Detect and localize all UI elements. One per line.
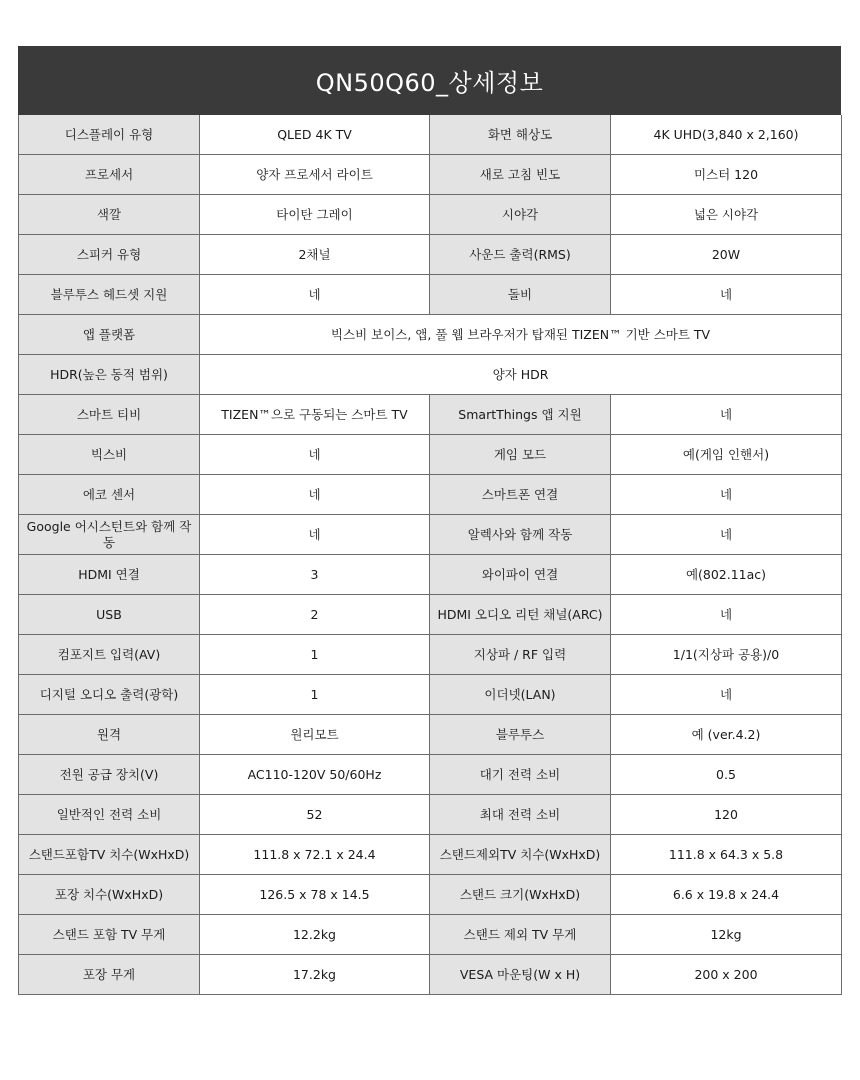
spec-value: 12.2kg — [200, 915, 430, 955]
spec-label: 앱 플랫폼 — [19, 315, 200, 355]
spec-label: 최대 전력 소비 — [430, 795, 611, 835]
spec-row — [19, 915, 842, 955]
spec-label: HDMI 연결 — [19, 555, 200, 595]
spec-label: 이더넷(LAN) — [430, 675, 611, 715]
spec-label: HDR(높은 동적 범위) — [19, 355, 200, 395]
spec-row — [19, 315, 842, 355]
spec-label: 사운드 출력(RMS) — [430, 235, 611, 275]
spec-row — [19, 475, 842, 515]
spec-table — [18, 115, 842, 995]
spec-label: 블루투스 — [430, 715, 611, 755]
spec-label: 스피커 유형 — [19, 235, 200, 275]
spec-row — [19, 675, 842, 715]
spec-row — [19, 275, 842, 315]
spec-value: 예(게임 인핸서) — [611, 435, 842, 475]
spec-value: 126.5 x 78 x 14.5 — [200, 875, 430, 915]
spec-value: 17.2kg — [200, 955, 430, 995]
spec-label: HDMI 오디오 리턴 채널(ARC) — [430, 595, 611, 635]
spec-label: 돌비 — [430, 275, 611, 315]
spec-value: 원리모트 — [200, 715, 430, 755]
spec-value: 네 — [611, 395, 842, 435]
spec-value: 20W — [611, 235, 842, 275]
page-title: QN50Q60_상세정보 — [18, 46, 841, 115]
spec-value: 1 — [200, 675, 430, 715]
spec-value: 1/1(지상파 공용)/0 — [611, 635, 842, 675]
spec-value: 빅스비 보이스, 앱, 풀 웹 브라우저가 탑재된 TIZEN™ 기반 스마트 TV — [200, 315, 842, 355]
spec-value: 6.6 x 19.8 x 24.4 — [611, 875, 842, 915]
spec-value: 타이탄 그레이 — [200, 195, 430, 235]
spec-row — [19, 515, 842, 555]
spec-label: 에코 센서 — [19, 475, 200, 515]
spec-value: 네 — [200, 475, 430, 515]
spec-value: 120 — [611, 795, 842, 835]
spec-label: 블루투스 헤드셋 지원 — [19, 275, 200, 315]
spec-row — [19, 595, 842, 635]
spec-value: 2 — [200, 595, 430, 635]
spec-label: 컴포지트 입력(AV) — [19, 635, 200, 675]
spec-sheet — [18, 46, 841, 995]
spec-label: 시야각 — [430, 195, 611, 235]
spec-value: 네 — [200, 435, 430, 475]
spec-label: 스마트 티비 — [19, 395, 200, 435]
spec-label: 포장 무게 — [19, 955, 200, 995]
spec-label: 대기 전력 소비 — [430, 755, 611, 795]
spec-label: 알렉사와 함께 작동 — [430, 515, 611, 555]
spec-value: 네 — [200, 515, 430, 555]
spec-row — [19, 235, 842, 275]
spec-row — [19, 155, 842, 195]
spec-row — [19, 955, 842, 995]
spec-value: 0.5 — [611, 755, 842, 795]
spec-value: 네 — [611, 275, 842, 315]
spec-row — [19, 395, 842, 435]
spec-label: Google 어시스턴트와 함께 작동 — [19, 515, 200, 555]
spec-value: 12kg — [611, 915, 842, 955]
spec-row — [19, 635, 842, 675]
spec-value: 네 — [611, 475, 842, 515]
spec-row — [19, 115, 842, 155]
spec-value: 네 — [200, 275, 430, 315]
spec-label: 화면 해상도 — [430, 115, 611, 155]
spec-value: 예(802.11ac) — [611, 555, 842, 595]
spec-label: 와이파이 연결 — [430, 555, 611, 595]
spec-label: 스탠드 크기(WxHxD) — [430, 875, 611, 915]
spec-label: 빅스비 — [19, 435, 200, 475]
spec-value: 111.8 x 64.3 x 5.8 — [611, 835, 842, 875]
spec-label: 프로세서 — [19, 155, 200, 195]
spec-label: SmartThings 앱 지원 — [430, 395, 611, 435]
spec-label: 색깔 — [19, 195, 200, 235]
spec-value: 4K UHD(3,840 x 2,160) — [611, 115, 842, 155]
spec-row — [19, 195, 842, 235]
spec-row — [19, 555, 842, 595]
spec-label: 원격 — [19, 715, 200, 755]
spec-label: 새로 고침 빈도 — [430, 155, 611, 195]
spec-value: 111.8 x 72.1 x 24.4 — [200, 835, 430, 875]
spec-value: 네 — [611, 595, 842, 635]
spec-row — [19, 875, 842, 915]
spec-value: 예 (ver.4.2) — [611, 715, 842, 755]
spec-row — [19, 755, 842, 795]
spec-label: 포장 치수(WxHxD) — [19, 875, 200, 915]
spec-label: 디스플레이 유형 — [19, 115, 200, 155]
spec-value: 네 — [611, 515, 842, 555]
spec-label: VESA 마운팅(W x H) — [430, 955, 611, 995]
spec-table-body — [19, 115, 842, 995]
spec-row — [19, 795, 842, 835]
spec-label: 전원 공급 장치(V) — [19, 755, 200, 795]
spec-value: TIZEN™으로 구동되는 스마트 TV — [200, 395, 430, 435]
spec-label: 디지털 오디오 출력(광학) — [19, 675, 200, 715]
spec-label: 스탠드포함TV 치수(WxHxD) — [19, 835, 200, 875]
spec-value: 미스터 120 — [611, 155, 842, 195]
spec-value: QLED 4K TV — [200, 115, 430, 155]
spec-label: 스탠드 제외 TV 무게 — [430, 915, 611, 955]
spec-row — [19, 355, 842, 395]
spec-value: 네 — [611, 675, 842, 715]
spec-value: AC110-120V 50/60Hz — [200, 755, 430, 795]
spec-value: 넓은 시야각 — [611, 195, 842, 235]
spec-label: 스탠드 포함 TV 무게 — [19, 915, 200, 955]
spec-value: 200 x 200 — [611, 955, 842, 995]
spec-label: 일반적인 전력 소비 — [19, 795, 200, 835]
spec-label: 스마트폰 연결 — [430, 475, 611, 515]
spec-value: 3 — [200, 555, 430, 595]
spec-value: 2채널 — [200, 235, 430, 275]
spec-label: USB — [19, 595, 200, 635]
spec-value: 52 — [200, 795, 430, 835]
spec-label: 스탠드제외TV 치수(WxHxD) — [430, 835, 611, 875]
spec-label: 지상파 / RF 입력 — [430, 635, 611, 675]
spec-label: 게임 모드 — [430, 435, 611, 475]
spec-value: 양자 프로세서 라이트 — [200, 155, 430, 195]
spec-value: 1 — [200, 635, 430, 675]
spec-row — [19, 435, 842, 475]
spec-value: 양자 HDR — [200, 355, 842, 395]
spec-row — [19, 835, 842, 875]
spec-row — [19, 715, 842, 755]
